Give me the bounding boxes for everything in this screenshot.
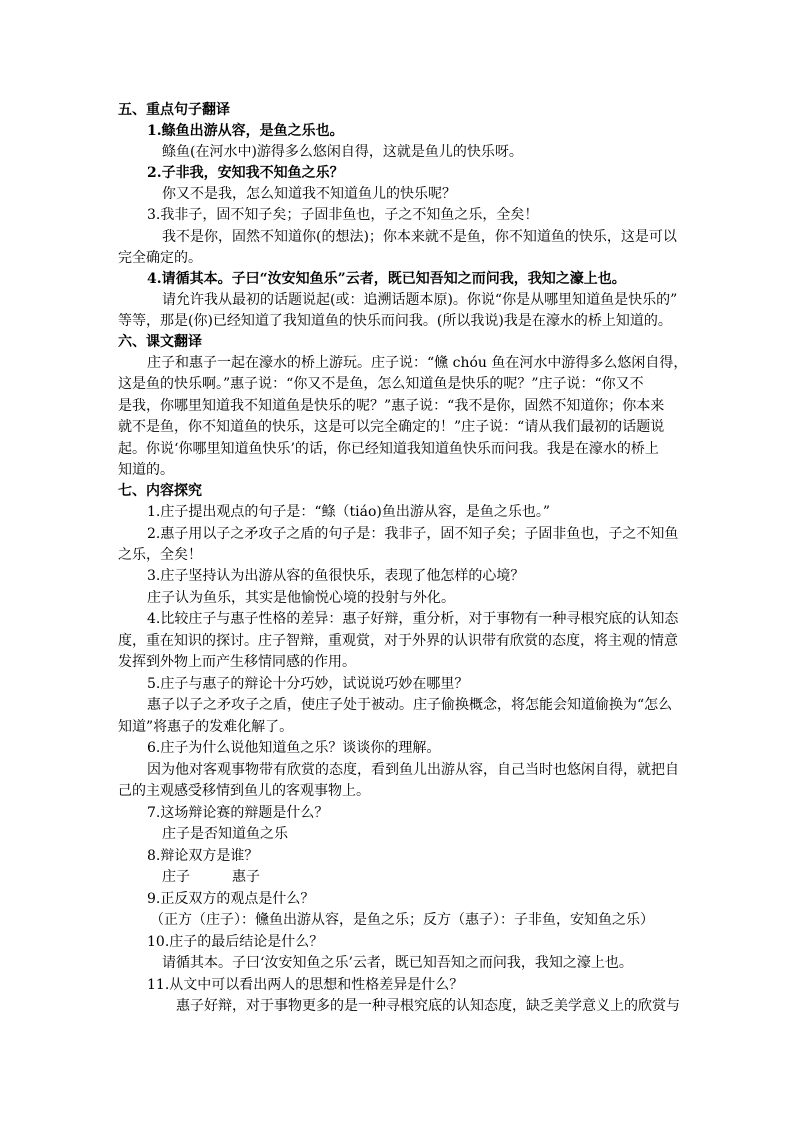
translation-line: 知道的。 <box>118 462 174 478</box>
inquiry-line: 己的主观感受移情到鱼儿的客观事物上。 <box>118 783 370 799</box>
inquiry-line: 7.这场辩论赛的辩题是什么？ <box>147 805 329 821</box>
inquiry-line: 庄子认为鱼乐，其实是他愉悦心境的投射与外化。 <box>147 590 455 606</box>
section-7-heading: 七、内容探究 <box>118 483 202 499</box>
inquiry-line: 惠子 <box>232 869 260 885</box>
inquiry-line: 4.比较庄子与惠子性格的差异：惠子好辩，重分析，对于事物有一种寻根究底的认知态 <box>147 611 679 627</box>
sentence-4: 4.请循其本。子曰“汝安知鱼乐”云者，既已知吾知之而问我，我知之濠上也。 <box>147 271 626 287</box>
inquiry-line: 11.从文中可以看出两人的思想和性格差异是什么？ <box>147 977 464 993</box>
inquiry-line: 发挥到外物上而产生移情同感的作用。 <box>118 654 356 670</box>
translation-line: 起。你说‘你哪里知道鱼快乐’的话，你已经知道我知道鱼快乐而问我。我是在濠水的桥上 <box>118 441 659 457</box>
sentence-4-translation-line-1: 请允许我从最初的话题说起(或：追溯话题本原)。你说“你是从哪里知道鱼是快乐的” <box>162 292 678 308</box>
translation-line: 庄子和惠子一起在濠水的桥上游玩。庄子说：“儵 chóu 鱼在河水中游得多么悠闲自得， <box>147 355 688 371</box>
inquiry-line: 6.庄子为什么说他知道鱼之乐？谈谈你的理解。 <box>147 740 441 756</box>
inquiry-line: 庄子 <box>162 869 190 885</box>
inquiry-line: 8.辩论双方是谁？ <box>147 848 259 864</box>
inquiry-line: 1.庄子提出观点的句子是：“鲦（tiáo)鱼出游从容，是鱼之乐也。” <box>147 504 551 520</box>
inquiry-line: 度，重在知识的探讨。庄子智辩，重观赏，对于外界的认识带有欣赏的态度，将主观的情意 <box>118 633 678 649</box>
translation-line: 这是鱼的快乐啊。”惠子说：“你又不是鱼，怎么知道鱼是快乐的呢？”庄子说：“你又不 <box>118 376 644 392</box>
inquiry-line: 惠子好辩，对于事物更多的是一种寻根究底的认知态度，缺乏美学意义上的欣赏与 <box>176 998 680 1014</box>
inquiry-line: 3.庄子坚持认为出游从容的鱼很快乐，表现了他怎样的心境？ <box>147 568 525 584</box>
section-5-heading: 五、重点句子翻译 <box>118 102 230 118</box>
section-6-heading: 六、课文翻译 <box>118 334 202 350</box>
translation-line: 就不是鱼，你不知道鱼的快乐，这是可以完全确定的！”庄子说：“请从我们最初的话题说 <box>118 419 665 435</box>
sentence-3-translation-line-1: 我不是你，固然不知道你(的想法)；你本来就不是鱼，你不知道鱼的快乐，这是可以 <box>162 229 677 245</box>
sentence-2: 2.子非我，安知我不知鱼之乐？ <box>147 165 344 181</box>
inquiry-line: 2.惠子用以子之矛攻子之盾的句子是：我非子，固不知子矣；子固非鱼也，子之不知鱼 <box>147 526 679 542</box>
inquiry-line: 请循其本。子曰‘汝安知鱼之乐’云者，既已知吾知之而问我，我知之濠上也。 <box>162 955 633 971</box>
inquiry-line: 5.庄子与惠子的辩论十分巧妙，试说说巧妙在哪里？ <box>147 676 469 692</box>
inquiry-line: 9.正反双方的观点是什么？ <box>147 891 315 907</box>
inquiry-line: 惠子以子之矛攻子之盾，使庄子处于被动。庄子偷换概念，将怎能会知道偷换为“怎么 <box>147 697 673 713</box>
inquiry-line: （正方（庄子）：儵鱼出游从容，是鱼之乐；反方（惠子）：子非鱼，安知鱼之乐） <box>150 912 654 928</box>
sentence-4-translation-line-2: 等等，那是(你)已经知道了我知道鱼的快乐而问我。(所以我说)我是在濠水的桥上知道的。 <box>118 313 672 329</box>
inquiry-line: 因为他对客观事物带有欣赏的态度，看到鱼儿出游从容，自己当时也悠闲自得，就把自 <box>147 762 679 778</box>
sentence-2-translation: 你又不是我，怎么知道我不知道鱼儿的快乐呢？ <box>162 186 456 202</box>
sentence-3-translation-line-2: 完全确定的。 <box>118 250 202 266</box>
inquiry-line: 10.庄子的最后结论是什么？ <box>147 934 324 950</box>
inquiry-line: 知道”将惠子的发难化解了。 <box>118 719 294 735</box>
translation-line: 是我，你哪里知道我不知道鱼是快乐的呢？”惠子说：“我不是你，固然不知道你；你本来 <box>118 398 665 414</box>
sentence-1: 1.鲦鱼出游从容，是鱼之乐也。 <box>147 123 344 139</box>
inquiry-line: 之乐，全矣！ <box>118 547 202 563</box>
sentence-1-translation: 鲦鱼(在河水中)游得多么悠闲自得，这就是鱼儿的快乐呀。 <box>162 144 523 160</box>
inquiry-line: 庄子是否知道鱼之乐 <box>162 826 288 842</box>
sentence-3: 3.我非子，固不知子矣；子固非鱼也，子之不知鱼之乐，全矣！ <box>147 207 539 223</box>
